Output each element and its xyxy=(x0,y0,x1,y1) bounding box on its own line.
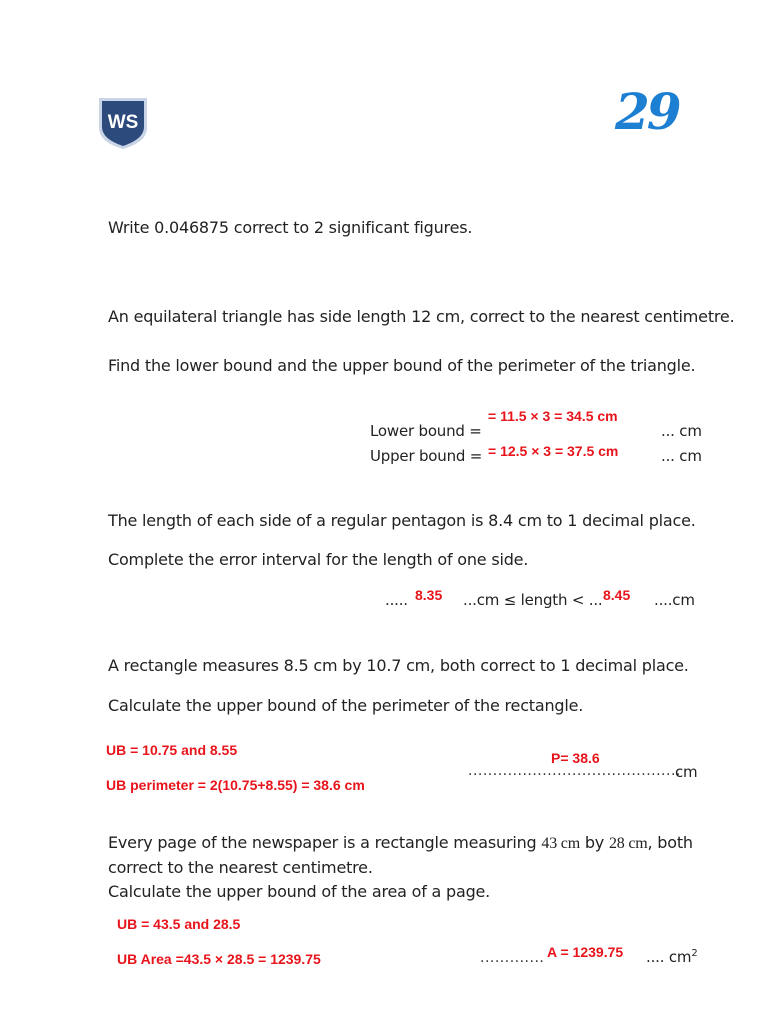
question-5-line-3: Calculate the upper bound of the area of a page. xyxy=(108,882,491,901)
rectangle-ub-working: UB = 10.75 and 8.55 xyxy=(106,742,238,758)
area-calculation-working: UB Area =43.5 × 28.5 = 1239.75 xyxy=(117,951,321,967)
area-dots-right: .... xyxy=(646,948,665,966)
area-answer-unit xyxy=(646,948,698,966)
ws-logo xyxy=(97,96,149,150)
lower-bound-label: Lower bound = xyxy=(370,422,482,440)
page-width: 28 cm xyxy=(608,835,648,852)
question-3-line-2: Complete the error interval for the length of one side. xyxy=(108,550,529,569)
interval-upper-value: 8.45 xyxy=(603,587,631,603)
question-5-line-1-end: , both xyxy=(647,833,693,852)
page-number: 29 xyxy=(615,82,679,141)
rectangle-perimeter-answer: P= 38.6 xyxy=(551,750,600,766)
upper-bound-answer: = 12.5 × 3 = 37.5 cm xyxy=(488,443,619,459)
rectangle-answer-unit: cm xyxy=(675,763,698,781)
rectangle-perimeter-working: UB perimeter = 2(10.75+8.55) = 38.6 cm xyxy=(106,777,365,793)
rectangle-answer-dots: ........................................... xyxy=(468,763,681,779)
interval-middle-text: ...cm ≤ length < ... xyxy=(463,591,603,609)
area-answer: A = 1239.75 xyxy=(547,944,624,960)
area-unit-power: 2 xyxy=(691,948,698,959)
interval-dots-left: ..... xyxy=(385,591,408,609)
question-2-line-2: Find the lower bound and the upper bound of the perimeter of the triangle. xyxy=(108,356,696,375)
lower-bound-answer: = 11.5 × 3 = 34.5 cm xyxy=(488,408,618,424)
question-5-line-2: correct to the nearest centimetre. xyxy=(108,858,373,877)
interval-lower-value: 8.35 xyxy=(415,587,443,603)
upper-bound-unit: ... cm xyxy=(661,447,702,465)
upper-bound-label: Upper bound = xyxy=(370,447,483,465)
question-4-line-2: Calculate the upper bound of the perimeter of the rectangle. xyxy=(108,696,584,715)
area-answer-dots-left: ............. xyxy=(480,950,545,966)
lower-bound-unit: ... cm xyxy=(661,422,702,440)
by-word: by xyxy=(584,833,605,852)
question-2-line-1: An equilateral triangle has side length 12 cm, correct to the nearest centimetre. xyxy=(108,307,735,326)
page-height: 43 cm xyxy=(541,835,580,852)
question-4-line-1: A rectangle measures 8.5 cm by 10.7 cm, both correct to 1 decimal place. xyxy=(108,656,689,675)
question-5-line-1 xyxy=(108,833,693,853)
question-1-text: Write 0.046875 correct to 2 significant figures. xyxy=(108,218,473,237)
area-unit: cm xyxy=(668,948,692,966)
area-ub-working: UB = 43.5 and 28.5 xyxy=(117,916,241,932)
question-3-line-1: The length of each side of a regular pentagon is 8.4 cm to 1 decimal place. xyxy=(108,511,696,530)
question-5-line-1-start: Every page of the newspaper is a rectangle measuring xyxy=(108,833,537,852)
interval-unit: ....cm xyxy=(654,591,695,609)
logo-text: WS xyxy=(107,112,139,133)
